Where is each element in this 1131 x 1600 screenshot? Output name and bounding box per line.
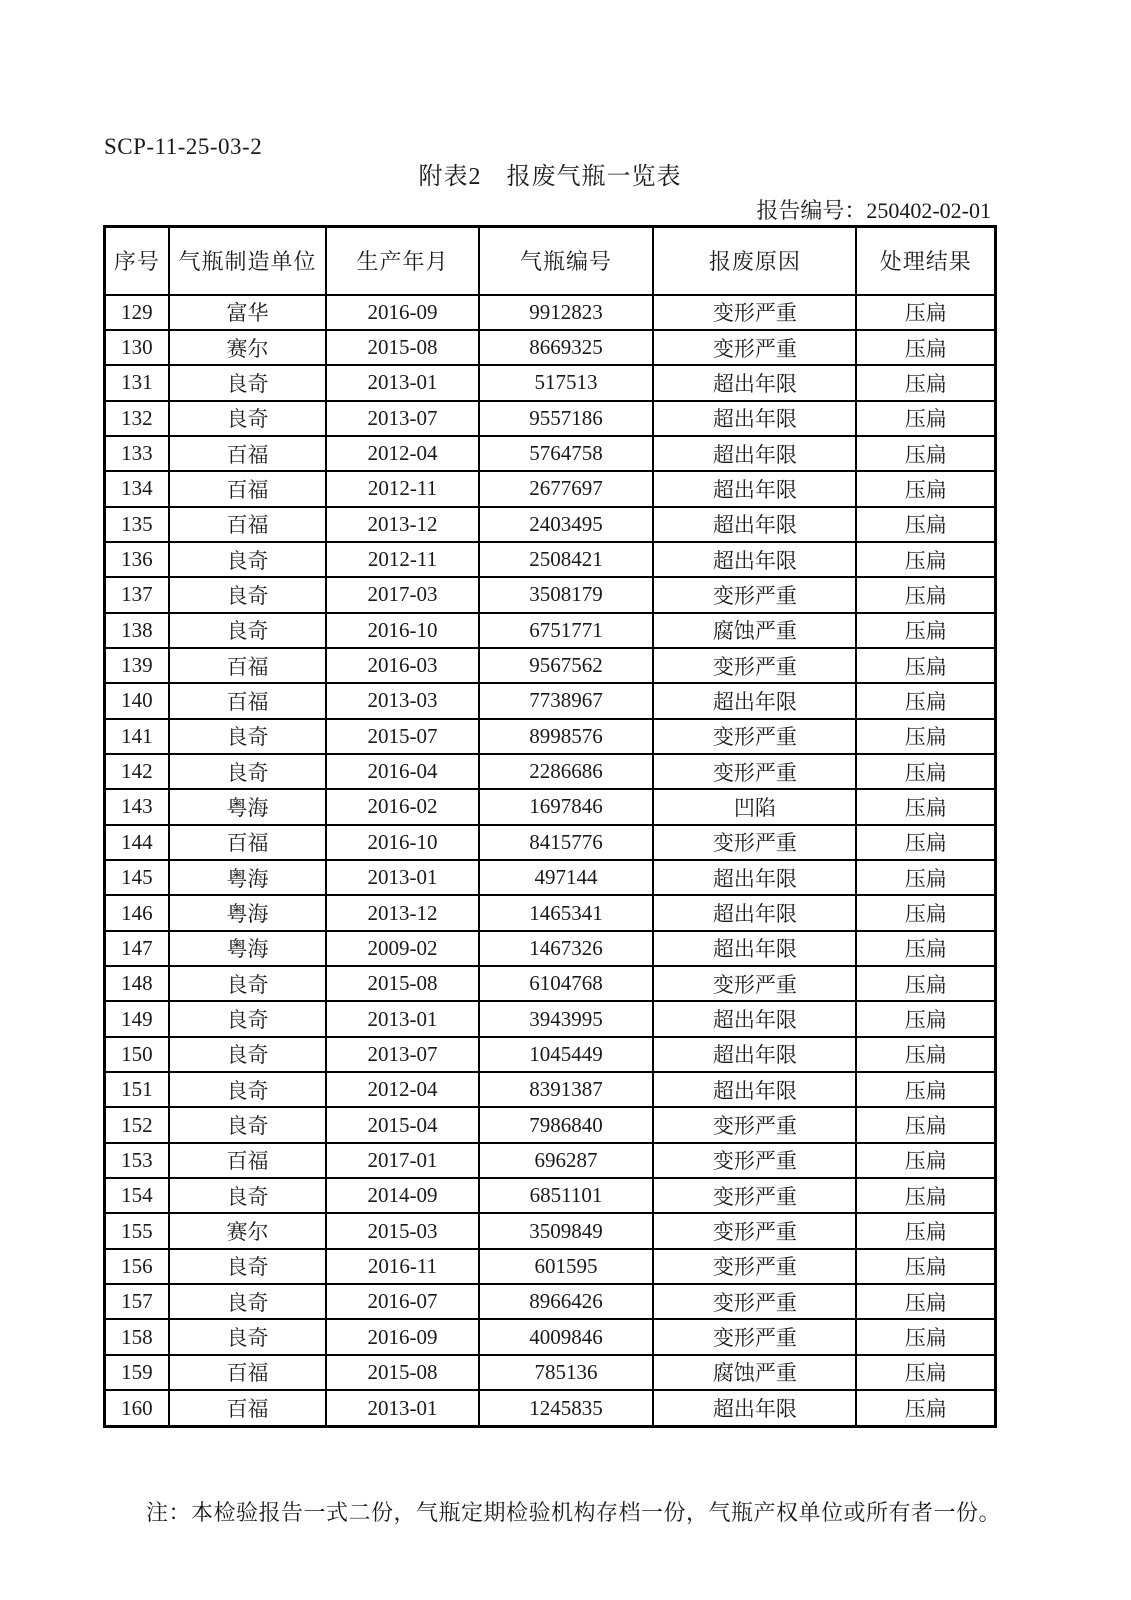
table-cell: 9557186 <box>479 401 654 436</box>
table-cell: 百福 <box>169 436 327 471</box>
table-cell: 压扁 <box>856 577 995 612</box>
table-cell: 良奇 <box>169 1249 327 1284</box>
table-row <box>105 895 996 930</box>
table-cell: 超出年限 <box>653 1001 856 1036</box>
table-cell: 粤海 <box>169 860 327 895</box>
table-cell: 147 <box>105 931 169 966</box>
table-cell: 超出年限 <box>653 1390 856 1426</box>
table-cell: 压扁 <box>856 931 995 966</box>
table-row <box>105 577 996 612</box>
table-cell: 变形严重 <box>653 1107 856 1142</box>
table-cell: 2013-01 <box>326 365 478 400</box>
table-cell: 腐蚀严重 <box>653 613 856 648</box>
table-cell: 变形严重 <box>653 648 856 683</box>
table-cell: 3509849 <box>479 1213 654 1248</box>
table-cell: 2013-01 <box>326 860 478 895</box>
table-cell: 9567562 <box>479 648 654 683</box>
table-cell: 143 <box>105 789 169 824</box>
table-cell: 粤海 <box>169 895 327 930</box>
table-cell: 130 <box>105 330 169 365</box>
table-cell: 变形严重 <box>653 1284 856 1319</box>
col-header-production-date: 生产年月 <box>326 227 478 295</box>
table-cell: 135 <box>105 507 169 542</box>
table-cell: 2677697 <box>479 471 654 506</box>
table-row <box>105 1072 996 1107</box>
table-cell: 2015-08 <box>326 1355 478 1390</box>
table-cell: 富华 <box>169 295 327 330</box>
table-cell: 2013-01 <box>326 1390 478 1426</box>
table-cell: 变形严重 <box>653 295 856 330</box>
table-row <box>105 860 996 895</box>
table-cell: 超出年限 <box>653 436 856 471</box>
table-cell: 1697846 <box>479 789 654 824</box>
table-cell: 2016-11 <box>326 1249 478 1284</box>
table-cell: 8966426 <box>479 1284 654 1319</box>
table-row <box>105 1284 996 1319</box>
table-cell: 压扁 <box>856 365 995 400</box>
table-cell: 2013-03 <box>326 683 478 718</box>
table-cell: 压扁 <box>856 789 995 824</box>
table-cell: 3508179 <box>479 577 654 612</box>
col-header-scrap-reason: 报废原因 <box>653 227 856 295</box>
table-cell: 良奇 <box>169 1284 327 1319</box>
table-cell: 1045449 <box>479 1037 654 1072</box>
table-cell: 压扁 <box>856 1355 995 1390</box>
table-cell: 131 <box>105 365 169 400</box>
table-cell: 良奇 <box>169 613 327 648</box>
table-cell: 粤海 <box>169 789 327 824</box>
table-cell: 1465341 <box>479 895 654 930</box>
table-cell: 百福 <box>169 648 327 683</box>
table-cell: 良奇 <box>169 577 327 612</box>
table-cell: 152 <box>105 1107 169 1142</box>
table-cell: 2015-08 <box>326 330 478 365</box>
table-cell: 157 <box>105 1284 169 1319</box>
page-title: 附表2 报废气瓶一览表 <box>418 164 682 190</box>
table-cell: 1467326 <box>479 931 654 966</box>
table-cell: 7986840 <box>479 1107 654 1142</box>
table-row <box>105 365 996 400</box>
table-cell: 压扁 <box>856 471 995 506</box>
table-cell: 超出年限 <box>653 471 856 506</box>
col-header-serial: 序号 <box>105 227 169 295</box>
table-cell: 变形严重 <box>653 1213 856 1248</box>
table-row <box>105 966 996 1001</box>
table-cell: 150 <box>105 1037 169 1072</box>
col-header-disposal-result: 处理结果 <box>856 227 995 295</box>
table-cell: 压扁 <box>856 436 995 471</box>
table-cell: 百福 <box>169 683 327 718</box>
table-cell: 136 <box>105 542 169 577</box>
table-cell: 良奇 <box>169 1072 327 1107</box>
table-cell: 良奇 <box>169 966 327 1001</box>
table-cell: 腐蚀严重 <box>653 1355 856 1390</box>
table-cell: 2015-07 <box>326 719 478 754</box>
table-cell: 压扁 <box>856 295 995 330</box>
document-code: SCP-11-25-03-2 <box>104 134 263 159</box>
table-cell: 压扁 <box>856 1001 995 1036</box>
table-cell: 变形严重 <box>653 719 856 754</box>
col-header-manufacturer: 气瓶制造单位 <box>169 227 327 295</box>
table-cell: 601595 <box>479 1249 654 1284</box>
table-cell: 超出年限 <box>653 683 856 718</box>
table-cell: 138 <box>105 613 169 648</box>
table-cell: 赛尔 <box>169 330 327 365</box>
table-cell: 百福 <box>169 1143 327 1178</box>
table-row <box>105 754 996 789</box>
table-cell: 百福 <box>169 825 327 860</box>
table-cell: 压扁 <box>856 1178 995 1213</box>
table-row <box>105 789 996 824</box>
table-cell: 压扁 <box>856 719 995 754</box>
table-row <box>105 436 996 471</box>
table-cell: 2012-11 <box>326 542 478 577</box>
table-cell: 142 <box>105 754 169 789</box>
table-cell: 148 <box>105 966 169 1001</box>
table-row <box>105 613 996 648</box>
table-cell: 2009-02 <box>326 931 478 966</box>
table-row <box>105 1107 996 1142</box>
table-cell: 压扁 <box>856 966 995 1001</box>
table-cell: 良奇 <box>169 719 327 754</box>
table-cell: 良奇 <box>169 1319 327 1354</box>
table-cell: 压扁 <box>856 1072 995 1107</box>
table-row <box>105 295 996 330</box>
table-cell: 139 <box>105 648 169 683</box>
scrapped-cylinder-table <box>103 225 997 1428</box>
table-row <box>105 683 996 718</box>
table-cell: 156 <box>105 1249 169 1284</box>
table-cell: 144 <box>105 825 169 860</box>
table-cell: 赛尔 <box>169 1213 327 1248</box>
table-row <box>105 542 996 577</box>
table-cell: 超出年限 <box>653 365 856 400</box>
table-cell: 超出年限 <box>653 931 856 966</box>
table-cell: 159 <box>105 1355 169 1390</box>
table-row <box>105 648 996 683</box>
table-cell: 141 <box>105 719 169 754</box>
table-row <box>105 1178 996 1213</box>
table-cell: 变形严重 <box>653 330 856 365</box>
table-cell: 百福 <box>169 471 327 506</box>
table-cell: 良奇 <box>169 1178 327 1213</box>
table-cell: 2016-07 <box>326 1284 478 1319</box>
table-cell: 2015-04 <box>326 1107 478 1142</box>
table-cell: 变形严重 <box>653 1143 856 1178</box>
table-cell: 百福 <box>169 1390 327 1426</box>
table-cell: 149 <box>105 1001 169 1036</box>
table-cell: 变形严重 <box>653 1319 856 1354</box>
table-cell: 压扁 <box>856 613 995 648</box>
table-cell: 129 <box>105 295 169 330</box>
table-cell: 6851101 <box>479 1178 654 1213</box>
table-cell: 153 <box>105 1143 169 1178</box>
table-cell: 2016-02 <box>326 789 478 824</box>
table-cell: 9912823 <box>479 295 654 330</box>
table-cell: 2017-01 <box>326 1143 478 1178</box>
table-cell: 良奇 <box>169 1107 327 1142</box>
table-cell: 压扁 <box>856 1390 995 1426</box>
table-row <box>105 401 996 436</box>
table-row <box>105 1213 996 1248</box>
table-cell: 2014-09 <box>326 1178 478 1213</box>
table-cell: 良奇 <box>169 754 327 789</box>
table-cell: 5764758 <box>479 436 654 471</box>
table-cell: 2012-04 <box>326 436 478 471</box>
table-cell: 压扁 <box>856 1213 995 1248</box>
table-cell: 压扁 <box>856 401 995 436</box>
table-cell: 压扁 <box>856 754 995 789</box>
table-cell: 2015-08 <box>326 966 478 1001</box>
table-cell: 压扁 <box>856 860 995 895</box>
table-cell: 变形严重 <box>653 1178 856 1213</box>
table-row <box>105 1355 996 1390</box>
table-cell: 4009846 <box>479 1319 654 1354</box>
table-cell: 超出年限 <box>653 895 856 930</box>
table-cell: 154 <box>105 1178 169 1213</box>
table-cell: 压扁 <box>856 507 995 542</box>
table-cell: 压扁 <box>856 1319 995 1354</box>
table-cell: 2403495 <box>479 507 654 542</box>
table-row <box>105 330 996 365</box>
table-cell: 粤海 <box>169 931 327 966</box>
table-cell: 2013-01 <box>326 1001 478 1036</box>
table-cell: 134 <box>105 471 169 506</box>
table-cell: 变形严重 <box>653 577 856 612</box>
table-cell: 1245835 <box>479 1390 654 1426</box>
table-header-row <box>105 227 996 295</box>
table-cell: 2017-03 <box>326 577 478 612</box>
table-cell: 517513 <box>479 365 654 400</box>
table-cell: 6751771 <box>479 613 654 648</box>
table-cell: 696287 <box>479 1143 654 1178</box>
table-row <box>105 719 996 754</box>
table-cell: 2016-04 <box>326 754 478 789</box>
table-cell: 变形严重 <box>653 1249 856 1284</box>
table-cell: 变形严重 <box>653 966 856 1001</box>
table-cell: 压扁 <box>856 1284 995 1319</box>
table-cell: 2286686 <box>479 754 654 789</box>
table-cell: 133 <box>105 436 169 471</box>
table-cell: 超出年限 <box>653 507 856 542</box>
table-row <box>105 1037 996 1072</box>
table-cell: 785136 <box>479 1355 654 1390</box>
table-row <box>105 507 996 542</box>
col-header-cylinder-no: 气瓶编号 <box>479 227 654 295</box>
table-cell: 压扁 <box>856 1249 995 1284</box>
table-cell: 压扁 <box>856 1107 995 1142</box>
table-cell: 145 <box>105 860 169 895</box>
table-cell: 百福 <box>169 1355 327 1390</box>
table-cell: 超出年限 <box>653 1072 856 1107</box>
table-row <box>105 931 996 966</box>
table-cell: 6104768 <box>479 966 654 1001</box>
table-cell: 压扁 <box>856 1143 995 1178</box>
table-cell: 2012-11 <box>326 471 478 506</box>
table-cell: 2016-10 <box>326 613 478 648</box>
table-cell: 151 <box>105 1072 169 1107</box>
table-cell: 146 <box>105 895 169 930</box>
table-cell: 132 <box>105 401 169 436</box>
table-cell: 良奇 <box>169 1037 327 1072</box>
table-cell: 压扁 <box>856 683 995 718</box>
table-cell: 2015-03 <box>326 1213 478 1248</box>
table-cell: 2013-07 <box>326 1037 478 1072</box>
table-cell: 137 <box>105 577 169 612</box>
table-cell: 160 <box>105 1390 169 1426</box>
table-cell: 2012-04 <box>326 1072 478 1107</box>
table-cell: 8669325 <box>479 330 654 365</box>
table-cell: 凹陷 <box>653 789 856 824</box>
table-cell: 8998576 <box>479 719 654 754</box>
table-row <box>105 471 996 506</box>
table-cell: 155 <box>105 1213 169 1248</box>
table-cell: 超出年限 <box>653 401 856 436</box>
table-cell: 2016-03 <box>326 648 478 683</box>
table-cell: 140 <box>105 683 169 718</box>
table-cell: 158 <box>105 1319 169 1354</box>
table-cell: 良奇 <box>169 401 327 436</box>
table-cell: 7738967 <box>479 683 654 718</box>
table-cell: 超出年限 <box>653 860 856 895</box>
table-cell: 2013-07 <box>326 401 478 436</box>
table-cell: 良奇 <box>169 365 327 400</box>
table-cell: 2016-09 <box>326 295 478 330</box>
table-cell: 8415776 <box>479 825 654 860</box>
table-cell: 压扁 <box>856 648 995 683</box>
table-cell: 压扁 <box>856 330 995 365</box>
table-cell: 497144 <box>479 860 654 895</box>
table-cell: 8391387 <box>479 1072 654 1107</box>
table-row <box>105 1249 996 1284</box>
table-cell: 3943995 <box>479 1001 654 1036</box>
table-cell: 百福 <box>169 507 327 542</box>
table-cell: 压扁 <box>856 825 995 860</box>
table-cell: 超出年限 <box>653 1037 856 1072</box>
table-row <box>105 1143 996 1178</box>
footer-note: 注：本检验报告一式二份，气瓶定期检验机构存档一份，气瓶产权单位或所有者一份。 <box>146 1500 1002 1525</box>
table-cell: 变形严重 <box>653 754 856 789</box>
report-number: 报告编号：250402-02-01 <box>756 198 991 223</box>
table-cell: 2013-12 <box>326 895 478 930</box>
table-cell: 2013-12 <box>326 507 478 542</box>
table-row <box>105 825 996 860</box>
table-cell: 良奇 <box>169 542 327 577</box>
table-cell: 变形严重 <box>653 825 856 860</box>
table-row <box>105 1001 996 1036</box>
table-row <box>105 1319 996 1354</box>
table-cell: 良奇 <box>169 1001 327 1036</box>
table-cell: 2016-10 <box>326 825 478 860</box>
table-cell: 超出年限 <box>653 542 856 577</box>
table-cell: 压扁 <box>856 1037 995 1072</box>
table-row <box>105 1390 996 1426</box>
table-cell: 压扁 <box>856 895 995 930</box>
table-cell: 2016-09 <box>326 1319 478 1354</box>
table-cell: 2508421 <box>479 542 654 577</box>
table-cell: 压扁 <box>856 542 995 577</box>
